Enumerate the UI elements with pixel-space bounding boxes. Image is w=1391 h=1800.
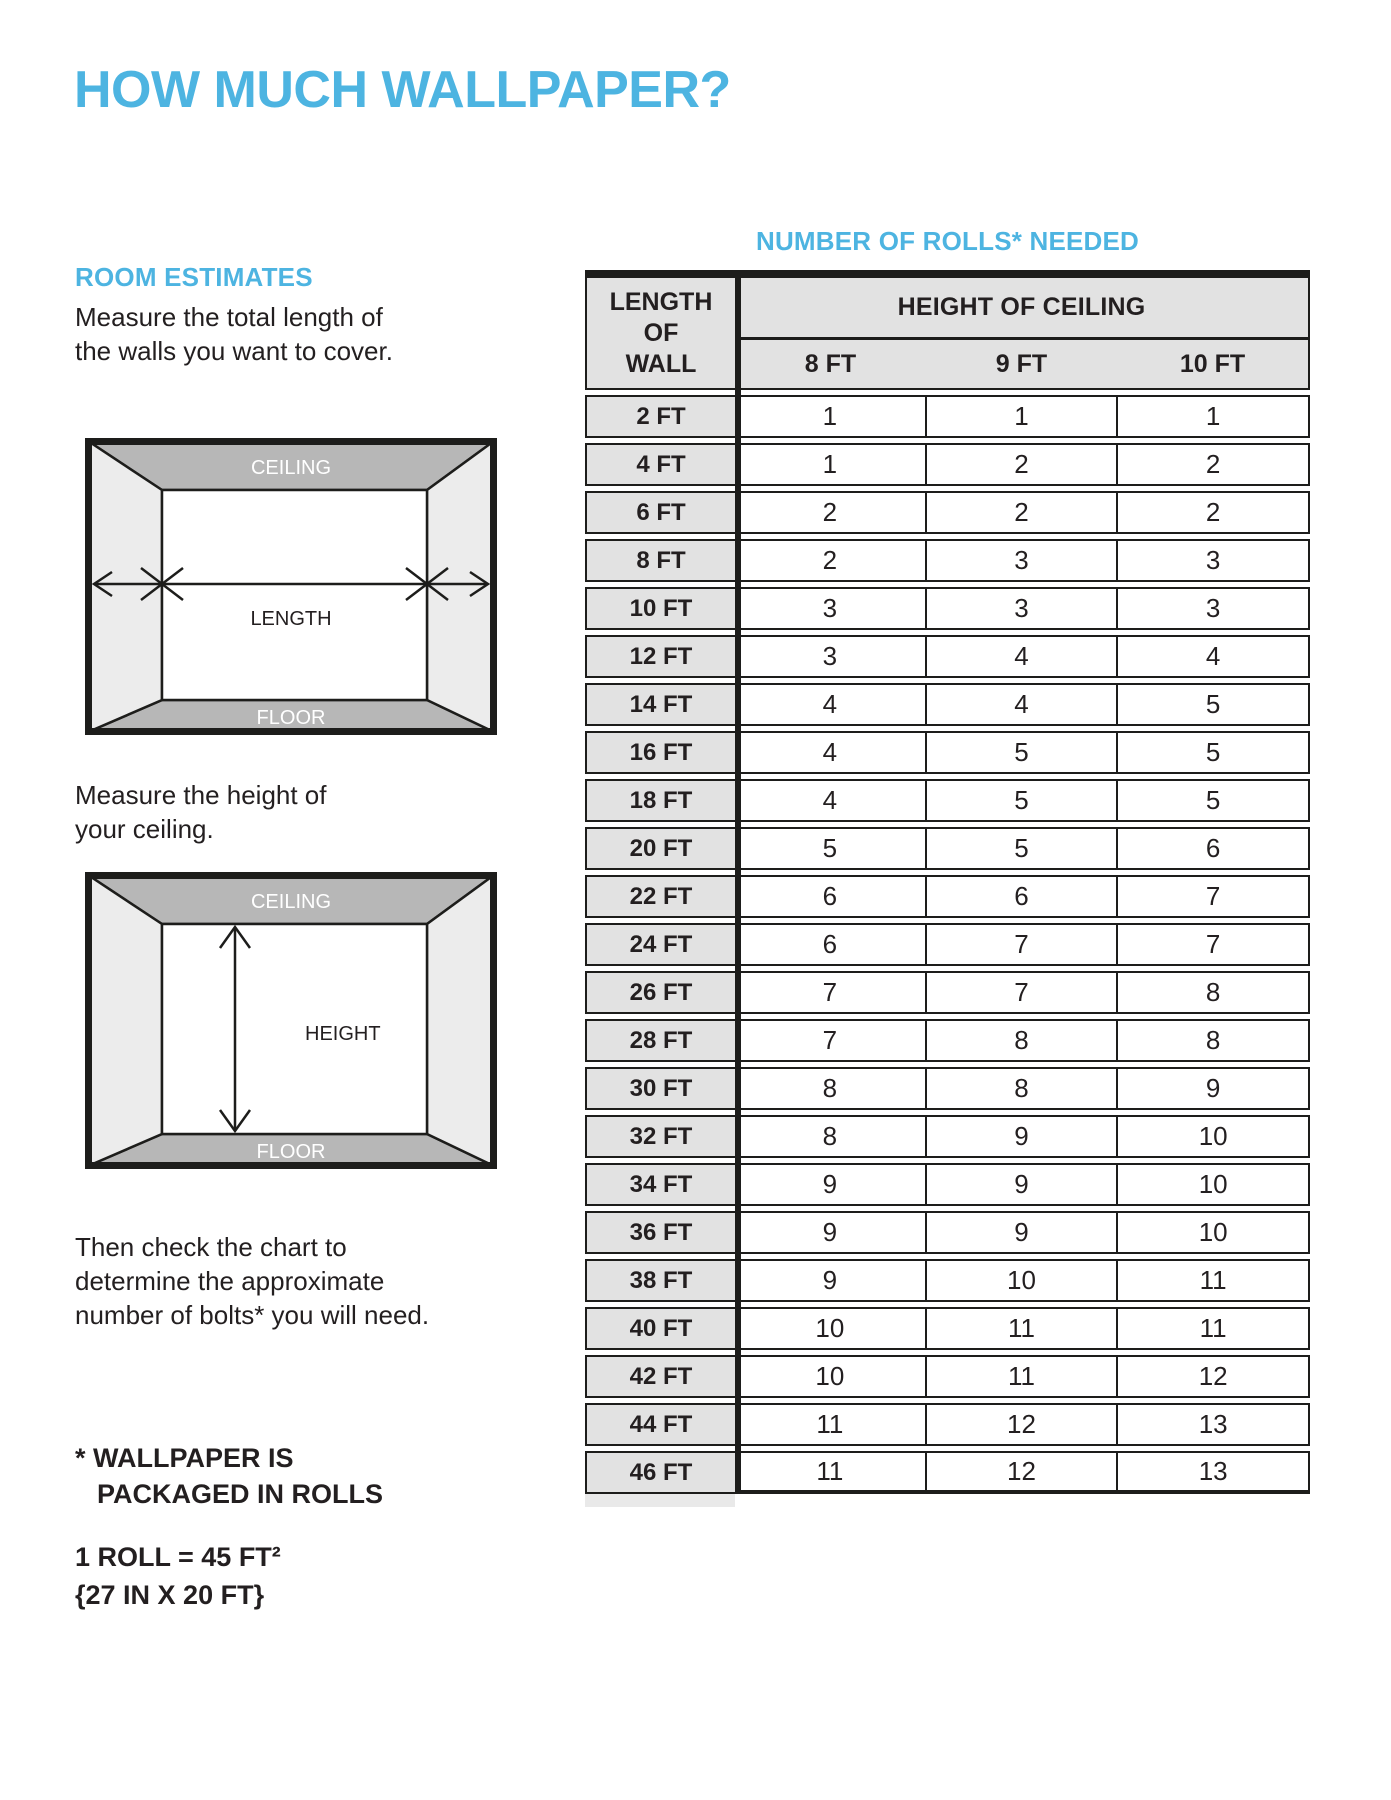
row-length-label: 32 FT xyxy=(585,1115,735,1158)
roll-count-cell: 9 xyxy=(735,1259,927,1302)
roll-count-cell: 2 xyxy=(927,443,1119,486)
table-row xyxy=(585,1355,1310,1398)
roll-count-cell: 6 xyxy=(735,875,927,918)
roll-count-cell: 9 xyxy=(927,1211,1119,1254)
roll-count-cell: 1 xyxy=(735,395,927,438)
table-row xyxy=(585,395,1310,438)
roll-count-cell: 1 xyxy=(927,395,1119,438)
room-length-diagram xyxy=(85,438,497,735)
table-column-stub xyxy=(585,1494,735,1507)
left-wall xyxy=(88,875,162,1166)
roll-count-cell: 11 xyxy=(1118,1259,1310,1302)
row-length-label: 28 FT xyxy=(585,1019,735,1062)
room-height-diagram xyxy=(85,872,497,1169)
table-row xyxy=(585,635,1310,678)
roll-count-cell: 8 xyxy=(735,1115,927,1158)
roll-count-cell: 6 xyxy=(735,923,927,966)
row-length-label: 38 FT xyxy=(585,1259,735,1302)
rolls-needed-heading: NUMBER OF ROLLS* NEEDED xyxy=(755,226,1140,256)
roll-dimensions-line: {27 IN X 20 FT} xyxy=(75,1580,265,1610)
table-row xyxy=(585,683,1310,726)
roll-count-cell: 8 xyxy=(1118,971,1310,1014)
roll-count-cell: 11 xyxy=(735,1451,927,1494)
floor-label: FLOOR xyxy=(256,707,326,729)
roll-count-cell: 12 xyxy=(927,1451,1119,1494)
paragraph-line: the walls you want to cover. xyxy=(75,336,393,366)
roll-count-cell: 5 xyxy=(1118,683,1310,726)
roll-count-cell: 8 xyxy=(927,1067,1119,1110)
row-length-label: 26 FT xyxy=(585,971,735,1014)
paragraph-line: Measure the height of xyxy=(75,780,327,810)
roll-count-cell: 7 xyxy=(927,923,1119,966)
roll-count-cell: 7 xyxy=(927,971,1119,1014)
table-row xyxy=(585,1403,1310,1446)
roll-count-cell: 10 xyxy=(927,1259,1119,1302)
roll-count-cell: 9 xyxy=(735,1211,927,1254)
roll-count-cell: 8 xyxy=(735,1067,927,1110)
page-title: HOW MUCH WALLPAPER? xyxy=(74,61,731,119)
table-row xyxy=(585,827,1310,870)
row-length-label: 22 FT xyxy=(585,875,735,918)
row-length-label: 36 FT xyxy=(585,1211,735,1254)
roll-count-cell: 5 xyxy=(735,827,927,870)
table-vertical-divider xyxy=(735,270,741,1494)
roll-count-cell: 10 xyxy=(735,1355,927,1398)
roll-count-cell: 9 xyxy=(1118,1067,1310,1110)
roll-count-cell: 7 xyxy=(1118,875,1310,918)
roll-count-cell: 9 xyxy=(735,1163,927,1206)
table-row xyxy=(585,971,1310,1014)
row-length-label: 30 FT xyxy=(585,1067,735,1110)
roll-count-cell: 7 xyxy=(735,1019,927,1062)
roll-count-cell: 3 xyxy=(927,587,1119,630)
roll-count-cell: 3 xyxy=(735,587,927,630)
table-row xyxy=(585,875,1310,918)
col-header-8ft: 8 FT xyxy=(804,349,857,378)
row-length-label: 40 FT xyxy=(585,1307,735,1350)
roll-count-cell: 9 xyxy=(927,1115,1119,1158)
height-of-ceiling-header: HEIGHT OF CEILING xyxy=(735,278,1310,340)
roll-count-cell: 10 xyxy=(735,1307,927,1350)
roll-count-cell: 4 xyxy=(927,683,1119,726)
table-row xyxy=(585,923,1310,966)
row-length-label: 46 FT xyxy=(585,1451,735,1494)
measure-length-paragraph xyxy=(75,300,393,368)
table-row xyxy=(585,491,1310,534)
table-row xyxy=(585,1163,1310,1206)
ceiling-header-group xyxy=(735,278,1310,390)
roll-count-cell: 2 xyxy=(735,491,927,534)
row-length-label: 24 FT xyxy=(585,923,735,966)
roll-count-cell: 10 xyxy=(1118,1115,1310,1158)
table-row xyxy=(585,1259,1310,1302)
col-header-10ft: 10 FT xyxy=(1179,349,1246,378)
table-row xyxy=(585,539,1310,582)
table-row xyxy=(585,443,1310,486)
roll-size-info xyxy=(75,1538,281,1614)
paragraph-line: determine the approximate xyxy=(75,1266,385,1296)
table-rows xyxy=(585,395,1310,1494)
roll-count-cell: 2 xyxy=(1118,443,1310,486)
roll-count-cell: 11 xyxy=(927,1355,1119,1398)
roll-area-line: 1 ROLL = 45 FT² xyxy=(75,1542,281,1572)
back-wall xyxy=(162,490,427,700)
roll-count-cell: 5 xyxy=(927,731,1119,774)
roll-count-cell: 4 xyxy=(735,779,927,822)
footnote-line: PACKAGED IN ROLLS xyxy=(97,1479,384,1509)
ceiling-height-subheader-row xyxy=(735,340,1310,390)
roll-count-cell: 7 xyxy=(1118,923,1310,966)
roll-count-cell: 12 xyxy=(1118,1355,1310,1398)
table-row xyxy=(585,1115,1310,1158)
row-length-label: 2 FT xyxy=(585,395,735,438)
row-length-label: 34 FT xyxy=(585,1163,735,1206)
roll-count-cell: 5 xyxy=(1118,779,1310,822)
roll-count-cell: 4 xyxy=(927,635,1119,678)
roll-count-cell: 8 xyxy=(927,1019,1119,1062)
roll-count-cell: 2 xyxy=(735,539,927,582)
paragraph-line: Then check the chart to xyxy=(75,1232,347,1262)
row-length-label: 42 FT xyxy=(585,1355,735,1398)
roll-count-cell: 5 xyxy=(927,827,1119,870)
roll-count-cell: 7 xyxy=(735,971,927,1014)
roll-count-cell: 9 xyxy=(927,1163,1119,1206)
roll-count-cell: 4 xyxy=(735,683,927,726)
height-label: HEIGHT xyxy=(305,1023,381,1045)
row-length-label: 14 FT xyxy=(585,683,735,726)
row-length-label: 12 FT xyxy=(585,635,735,678)
col-header-9ft: 9 FT xyxy=(995,349,1048,378)
row-length-label: 44 FT xyxy=(585,1403,735,1446)
row-length-label: 6 FT xyxy=(585,491,735,534)
ceiling-label: CEILING xyxy=(250,891,332,913)
roll-count-cell: 5 xyxy=(1118,731,1310,774)
row-length-label: 16 FT xyxy=(585,731,735,774)
roll-count-cell: 4 xyxy=(735,731,927,774)
length-of-wall-header: LENGTH OF WALL xyxy=(585,278,735,390)
table-header xyxy=(585,278,1310,390)
roll-count-cell: 2 xyxy=(1118,491,1310,534)
roll-count-cell: 13 xyxy=(1118,1403,1310,1446)
measure-height-paragraph xyxy=(75,778,327,846)
roll-count-cell: 6 xyxy=(927,875,1119,918)
roll-count-cell: 6 xyxy=(1118,827,1310,870)
roll-count-cell: 3 xyxy=(1118,539,1310,582)
roll-count-cell: 3 xyxy=(1118,587,1310,630)
roll-count-cell: 11 xyxy=(927,1307,1119,1350)
roll-count-cell: 1 xyxy=(1118,395,1310,438)
roll-count-cell: 1 xyxy=(735,443,927,486)
table-row xyxy=(585,1307,1310,1350)
footnote-line: * WALLPAPER IS xyxy=(75,1443,294,1473)
roll-count-cell: 13 xyxy=(1118,1451,1310,1494)
roll-count-cell: 4 xyxy=(1118,635,1310,678)
row-length-label: 18 FT xyxy=(585,779,735,822)
roll-count-cell: 10 xyxy=(1118,1211,1310,1254)
floor-label: FLOOR xyxy=(256,1141,326,1163)
table-row xyxy=(585,587,1310,630)
roll-count-cell: 11 xyxy=(1118,1307,1310,1350)
table-row xyxy=(585,1067,1310,1110)
ceiling-label: CEILING xyxy=(250,457,332,479)
roll-count-cell: 10 xyxy=(1118,1163,1310,1206)
roll-count-cell: 8 xyxy=(1118,1019,1310,1062)
table-row xyxy=(585,779,1310,822)
roll-count-cell: 12 xyxy=(927,1403,1119,1446)
rolls-footnote xyxy=(75,1440,383,1512)
roll-count-cell: 3 xyxy=(927,539,1119,582)
right-wall xyxy=(427,875,494,1166)
table-row xyxy=(585,1019,1310,1062)
paragraph-line: Measure the total length of xyxy=(75,302,383,332)
table-top-border xyxy=(585,270,1310,278)
roll-count-cell: 2 xyxy=(927,491,1119,534)
row-length-label: 10 FT xyxy=(585,587,735,630)
row-length-label: 8 FT xyxy=(585,539,735,582)
rolls-table xyxy=(585,270,1310,1507)
room-estimates-heading: ROOM ESTIMATES xyxy=(75,262,313,292)
roll-count-cell: 3 xyxy=(735,635,927,678)
back-wall xyxy=(162,924,427,1134)
table-row xyxy=(585,1211,1310,1254)
row-length-label: 20 FT xyxy=(585,827,735,870)
roll-count-cell: 5 xyxy=(927,779,1119,822)
row-length-label: 4 FT xyxy=(585,443,735,486)
check-chart-paragraph xyxy=(75,1230,429,1332)
table-row xyxy=(585,731,1310,774)
roll-count-cell: 11 xyxy=(735,1403,927,1446)
length-label: LENGTH xyxy=(250,608,332,630)
paragraph-line: your ceiling. xyxy=(75,814,214,844)
table-row xyxy=(585,1451,1310,1494)
paragraph-line: number of bolts* you will need. xyxy=(75,1300,430,1330)
